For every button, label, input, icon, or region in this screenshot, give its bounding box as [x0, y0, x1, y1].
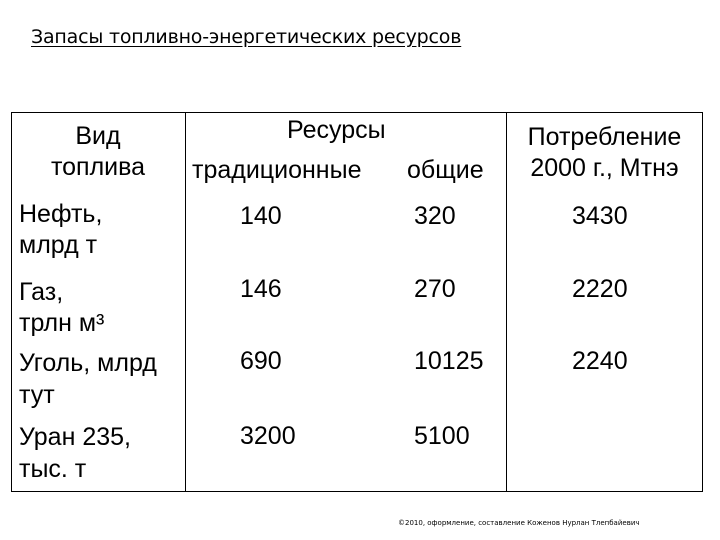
row-oil-consumption: 3430	[572, 202, 628, 230]
header-traditional: традиционные	[192, 156, 362, 184]
row-gas-label-line1: Газ,	[19, 278, 64, 306]
row-uranium-label-line1: Уран 235,	[19, 423, 131, 451]
row-oil-label-line2: млрд т	[19, 231, 98, 259]
table-border-right	[702, 112, 703, 492]
row-oil-total: 320	[414, 202, 456, 230]
row-oil-label-line1: Нефть,	[19, 200, 103, 228]
row-gas-traditional: 146	[240, 275, 282, 303]
column-divider-fuel	[185, 112, 186, 492]
header-resources: Ресурсы	[287, 116, 386, 144]
fuel-reserves-table	[11, 112, 703, 492]
row-coal-total: 10125	[414, 347, 484, 375]
header-fuel-type-line1: Вид	[75, 122, 121, 150]
header-consumption-line2: 2000 г., Мтнэ	[530, 154, 679, 182]
row-oil-traditional: 140	[240, 202, 282, 230]
header-fuel-type-line2: топлива	[50, 153, 146, 181]
row-coal-consumption: 2240	[572, 347, 628, 375]
copyright-footer: ©2010, оформление, составление Коженов Нурлан Тлепбайевич	[398, 519, 640, 527]
slide-title: Запасы топливно-энергетических ресурсов	[31, 26, 462, 48]
row-coal-traditional: 690	[240, 347, 282, 375]
header-total: общие	[407, 156, 484, 184]
row-uranium-total: 5100	[414, 422, 470, 450]
row-gas-consumption: 2220	[572, 275, 628, 303]
row-uranium-traditional: 3200	[240, 422, 296, 450]
row-gas-total: 270	[414, 275, 456, 303]
header-consumption-line1: Потребление	[527, 123, 682, 151]
table-border-bottom	[11, 491, 703, 492]
table-border-top	[11, 112, 703, 113]
row-uranium-label-line2: тыс. т	[19, 455, 87, 483]
row-coal-label-line2: тут	[19, 381, 55, 409]
row-gas-label-line2: трлн м³	[19, 309, 105, 337]
row-coal-label-line1: Уголь, млрд	[19, 349, 157, 377]
